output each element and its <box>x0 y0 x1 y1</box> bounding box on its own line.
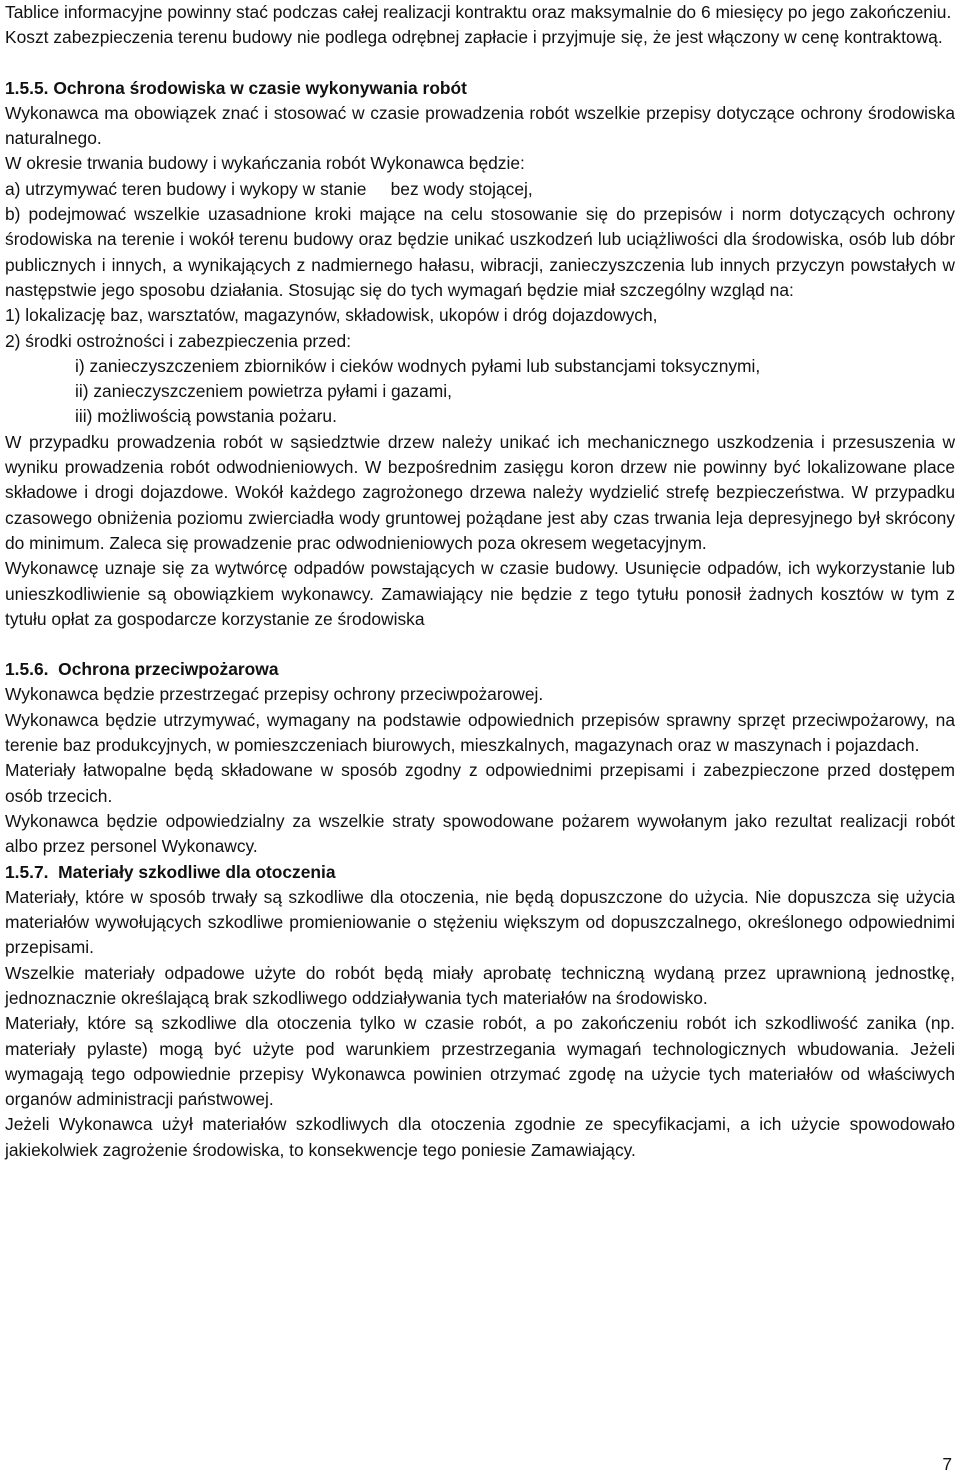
list-item: 1) lokalizację baz, warsztatów, magazynów, składowisk, ukopów i dróg dojazdowych, <box>5 305 658 326</box>
list-item: a) utrzymywać teren budowy i wykopy w stanie bez wody stojącej, <box>5 178 533 199</box>
paragraph: W przypadku prowadzenia robót w sąsiedztwie drzew należy unikać ich mechanicznego uszkodzenia i przesuszenia w wyniku prowadzenia robót odwodnieniowych. W bezpośrednim zasięgu koron drzew nie powinny być lokalizowane place składowe i drogi dojazdowe. Wokół każdego zagrożonego drzewa należy wydzielić strefę bezpieczeństwa. W przypadku czasowego obniżenia poziomu zwierciadła wody gruntowej pożądane jest aby czas trwania leja depresyjnego był skrócony do minimum. Zaleca się prowadzenie prac odwodnieniowych poza okresem wegetacyjnym. <box>5 431 955 553</box>
page-number: 7 <box>942 1454 952 1474</box>
section-heading: 1.5.7. Materiały szkodliwe dla otoczenia <box>5 861 336 882</box>
paragraph: Tablice informacyjne powinny stać podczas całej realizacji kontraktu oraz maksymalnie do 6 miesięcy po jego zakończeniu. <box>5 2 952 22</box>
paragraph: Wykonawca będzie odpowiedzialny za wszelkie straty spowodowane pożarem wywołanym jako rezultat realizacji robót albo przez personel Wykonawcy. <box>5 810 955 857</box>
paragraph: W okresie trwania budowy i wykańczania robót Wykonawca będzie: <box>5 153 525 174</box>
paragraph: Koszt zabezpieczenia terenu budowy nie podlega odrębnej zapłacie i przyjmuje się, że jest włączony w cenę kontraktową. <box>5 27 943 48</box>
paragraph: Wykonawca ma obowiązek znać i stosować w czasie prowadzenia robót wszelkie przepisy dotyczące ochrony środowiska naturalnego. <box>5 102 955 149</box>
paragraph: Materiały, które są szkodliwe dla otoczenia tylko w czasie robót, a po zakończeniu robót ich szkodliwość zanika (np. materiały pylaste) mogą być użyte pod warunkiem przestrzegania wymagań technologicznych wbudowania. Jeżeli wymagają tego odpowiednie przepisy Wykonawca powinien otrzymać zgodę na użycie tych materiałów od właściwych organów administracji państwowej. <box>5 1013 955 1110</box>
sub-list-item: ii) zanieczyszczeniem powietrza pyłami i gazami, <box>75 381 452 402</box>
paragraph: Wykonawcę uznaje się za wytwórcę odpadów powstających w czasie budowy. Usunięcie odpadów, ich wykorzystanie lub unieszkodliwienie są obowiązkiem wykonawcy. Zamawiający nie będzie z tego tytułu ponosił żadnych kosztów w tym z tytułu opłat za gospodarcze korzystanie ze środowiska <box>5 558 955 629</box>
paragraph: Materiały, które w sposób trwały są szkodliwe dla otoczenia, nie będą dopuszczone do użycia. Nie dopuszcza się użycia materiałów wywołujących szkodliwe promieniowanie o stężeniu większym od dopuszczalnego, określonego odpowiednimi przepisami. <box>5 886 955 958</box>
paragraph: Materiały łatwopalne będą składowane w sposób zgodny z odpowiednimi przepisami i zabezpieczone przed dostępem osób trzecich. <box>5 760 955 806</box>
paragraph: Wykonawca będzie przestrzegać przepisy ochrony przeciwpożarowej. <box>5 684 544 705</box>
document-page <box>5 0 955 1163</box>
sub-list-item: iii) możliwością powstania pożaru. <box>75 406 337 427</box>
section-heading: 1.5.6. Ochrona przeciwpożarowa <box>5 659 279 680</box>
paragraph: Jeżeli Wykonawca użył materiałów szkodliwych dla otoczenia zgodnie ze specyfikacjami, a ich użycie spowodowało jakiekolwiek zagrożenie środowiska, to konsekwencje tego poniesie Zamawiający. <box>5 1114 955 1160</box>
sub-list-item: i) zanieczyszczeniem zbiorników i cieków wodnych pyłami lub substancjami toksycznymi, <box>75 355 761 376</box>
list-item: b) podejmować wszelkie uzasadnione kroki mające na celu stosowanie się do przepisów i norm dotyczących ochrony środowiska na terenie i wokół terenu budowy oraz będzie unikać uszkodzeń lub uciążliwości dla środowiska, osób lub dóbr publicznych i innych, a wynikających z nadmiernego hałasu, wibracji, zanieczyszczenia lub innych przyczyn powstałych w następstwie jego sposobu działania. Stosując się do tych wymagań będzie miał szczególny wzgląd na: <box>5 204 955 300</box>
paragraph: Wszelkie materiały odpadowe użyte do robót będą miały aprobatę techniczną wydaną przez uprawnioną jednostkę, jednoznacznie określającą brak szkodliwego oddziaływania tych materiałów na środowisko. <box>5 962 955 1008</box>
section-heading: 1.5.5. Ochrona środowiska w czasie wykonywania robót <box>5 77 467 98</box>
list-item: 2) środki ostrożności i zabezpieczenia przed: <box>5 330 352 351</box>
paragraph: Wykonawca będzie utrzymywać, wymagany na podstawie odpowiednich przepisów sprawny sprzęt przeciwpożarowy, na terenie baz produkcyjnych, w pomieszczeniach biurowych, mieszkalnych, magazynach oraz w maszynach i pojazdach. <box>5 709 955 756</box>
